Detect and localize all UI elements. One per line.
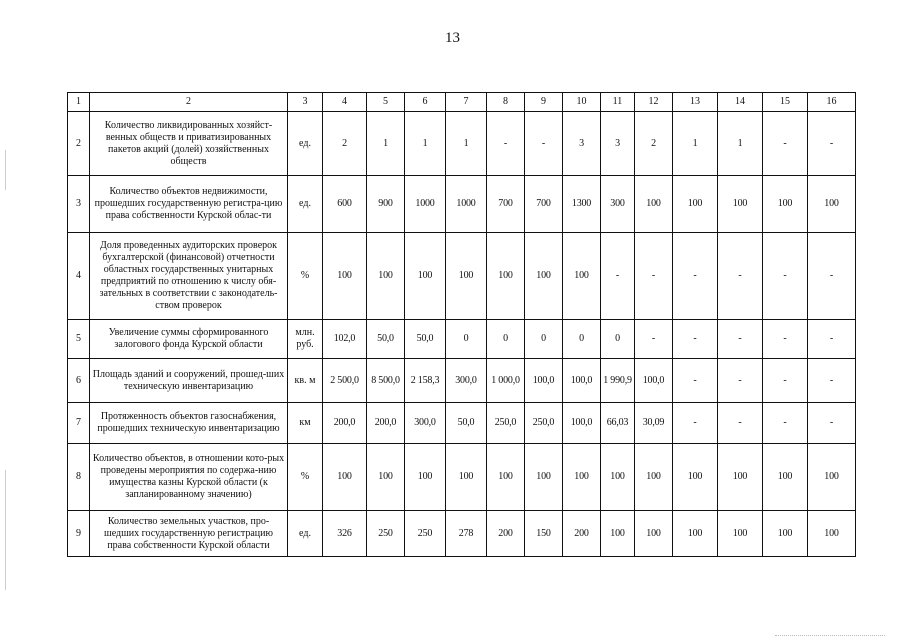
header-cell: 13 (673, 93, 718, 112)
value-cell: 100 (487, 233, 525, 320)
value-cell: 100 (763, 176, 808, 233)
value-cell: 8 500,0 (367, 359, 405, 403)
value-cell: 0 (446, 320, 487, 359)
value-cell: - (763, 320, 808, 359)
value-cell: 100 (635, 444, 673, 511)
value-cell: - (763, 233, 808, 320)
value-cell: - (808, 233, 856, 320)
value-cell: 2 (635, 112, 673, 176)
value-cell: 250 (367, 511, 405, 557)
value-cell: 100 (367, 444, 405, 511)
value-cell: 600 (323, 176, 367, 233)
value-cell: 0 (487, 320, 525, 359)
value-cell: 100 (601, 511, 635, 557)
value-cell: 3 (563, 112, 601, 176)
value-cell: - (525, 112, 563, 176)
value-cell: 100 (718, 444, 763, 511)
value-cell: - (635, 320, 673, 359)
value-cell: 250,0 (487, 403, 525, 444)
value-cell: 100 (808, 511, 856, 557)
value-cell: 250,0 (525, 403, 563, 444)
header-cell: 16 (808, 93, 856, 112)
value-cell: 1 (718, 112, 763, 176)
value-cell: 700 (525, 176, 563, 233)
value-cell: 100 (525, 233, 563, 320)
unit-cell: млн. руб. (288, 320, 323, 359)
value-cell: 1300 (563, 176, 601, 233)
header-cell: 10 (563, 93, 601, 112)
value-cell: - (601, 233, 635, 320)
value-cell: 300,0 (405, 403, 446, 444)
value-cell: 1 (405, 112, 446, 176)
value-cell: 300 (601, 176, 635, 233)
value-cell: 100 (446, 444, 487, 511)
header-cell: 14 (718, 93, 763, 112)
scan-edge-mark (5, 470, 6, 590)
value-cell: 102,0 (323, 320, 367, 359)
row-number-cell: 6 (68, 359, 90, 403)
value-cell: 100,0 (635, 359, 673, 403)
value-cell: - (673, 359, 718, 403)
value-cell: 100 (405, 444, 446, 511)
value-cell: 200 (563, 511, 601, 557)
scan-edge-mark (5, 150, 6, 190)
indicator-name-cell: Протяженность объектов газоснабжения, прошедших техническую инвентаризацию (90, 403, 288, 444)
value-cell: 100 (563, 233, 601, 320)
value-cell: 100 (673, 176, 718, 233)
value-cell: 1000 (446, 176, 487, 233)
value-cell: 100 (673, 511, 718, 557)
value-cell: 100 (601, 444, 635, 511)
header-cell: 7 (446, 93, 487, 112)
table-row (68, 320, 856, 359)
value-cell: 700 (487, 176, 525, 233)
value-cell: 300,0 (446, 359, 487, 403)
value-cell: 0 (601, 320, 635, 359)
value-cell: 1000 (405, 176, 446, 233)
value-cell: 100 (635, 511, 673, 557)
indicator-name-cell: Количество земельных участков, про-шедших государственную регистрацию права собственности Курской области (90, 511, 288, 557)
value-cell: 1 000,0 (487, 359, 525, 403)
header-cell: 2 (90, 93, 288, 112)
value-cell: 100 (763, 511, 808, 557)
value-cell: 100 (446, 233, 487, 320)
value-cell: 2 (323, 112, 367, 176)
unit-cell: ед. (288, 176, 323, 233)
indicator-name-cell: Доля проведенных аудиторских проверок бухгалтерской (финансовой) отчетности областных государственных унитарных предприятий по отношению к числу обя-зательных в соответствии с законодатель-ством проверок (90, 233, 288, 320)
value-cell: - (673, 403, 718, 444)
value-cell: - (808, 320, 856, 359)
header-cell: 3 (288, 93, 323, 112)
page-number: 13 (445, 30, 460, 46)
row-number-cell: 3 (68, 176, 90, 233)
value-cell: 100 (808, 176, 856, 233)
value-cell: 2 500,0 (323, 359, 367, 403)
value-cell: 50,0 (405, 320, 446, 359)
value-cell: 2 158,3 (405, 359, 446, 403)
value-cell: - (763, 112, 808, 176)
value-cell: 50,0 (446, 403, 487, 444)
value-cell: 0 (525, 320, 563, 359)
value-cell: 150 (525, 511, 563, 557)
value-cell: 250 (405, 511, 446, 557)
value-cell: 100,0 (563, 403, 601, 444)
value-cell: 100 (718, 511, 763, 557)
value-cell: 100 (635, 176, 673, 233)
value-cell: 100,0 (563, 359, 601, 403)
indicator-name-cell: Площадь зданий и сооружений, прошед-ших техническую инвентаризацию (90, 359, 288, 403)
value-cell: 30,09 (635, 403, 673, 444)
value-cell: 50,0 (367, 320, 405, 359)
header-cell: 5 (367, 93, 405, 112)
header-cell: 8 (487, 93, 525, 112)
value-cell: 278 (446, 511, 487, 557)
value-cell: - (763, 359, 808, 403)
value-cell: - (718, 320, 763, 359)
value-cell: 100 (323, 444, 367, 511)
value-cell: - (487, 112, 525, 176)
indicator-name-cell: Количество ликвидированных хозяйст-венных обществ и приватизированных пакетов акций (долей) хозяйственных обществ (90, 112, 288, 176)
table-row (68, 444, 856, 511)
value-cell: - (718, 403, 763, 444)
value-cell: 200,0 (367, 403, 405, 444)
table-header-row (68, 93, 856, 112)
value-cell: 100 (487, 444, 525, 511)
value-cell: 66,03 (601, 403, 635, 444)
unit-cell: % (288, 444, 323, 511)
header-cell: 1 (68, 93, 90, 112)
value-cell: 326 (323, 511, 367, 557)
unit-cell: км (288, 403, 323, 444)
value-cell: 100 (323, 233, 367, 320)
unit-cell: кв. м (288, 359, 323, 403)
value-cell: - (763, 403, 808, 444)
value-cell: - (635, 233, 673, 320)
indicator-name-cell: Количество объектов, в отношении кото-рых проведены мероприятия по содержа-нию имущества казны Курской области (к запланированному значению) (90, 444, 288, 511)
row-number-cell: 2 (68, 112, 90, 176)
value-cell: 1 990,9 (601, 359, 635, 403)
value-cell: 100 (673, 444, 718, 511)
table-row (68, 176, 856, 233)
value-cell: 900 (367, 176, 405, 233)
indicator-name-cell: Количество объектов недвижимости, прошедших государственную регистра-цию права собственности Курской облас-ти (90, 176, 288, 233)
value-cell: - (673, 320, 718, 359)
value-cell: 1 (446, 112, 487, 176)
unit-cell: % (288, 233, 323, 320)
header-cell: 12 (635, 93, 673, 112)
value-cell: 100 (525, 444, 563, 511)
header-cell: 9 (525, 93, 563, 112)
table-row (68, 112, 856, 176)
value-cell: - (808, 359, 856, 403)
table-row (68, 511, 856, 557)
value-cell: - (808, 403, 856, 444)
row-number-cell: 9 (68, 511, 90, 557)
value-cell: - (808, 112, 856, 176)
value-cell: 100 (563, 444, 601, 511)
value-cell: - (673, 233, 718, 320)
value-cell: 1 (673, 112, 718, 176)
indicators-table (67, 92, 856, 557)
row-number-cell: 4 (68, 233, 90, 320)
scan-footer-mark (775, 633, 885, 636)
value-cell: 200,0 (323, 403, 367, 444)
value-cell: 0 (563, 320, 601, 359)
value-cell: 100 (763, 444, 808, 511)
row-number-cell: 8 (68, 444, 90, 511)
unit-cell: ед. (288, 112, 323, 176)
indicator-name-cell: Увеличение суммы сформированного залогового фонда Курской области (90, 320, 288, 359)
value-cell: - (718, 359, 763, 403)
unit-cell: ед. (288, 511, 323, 557)
value-cell: - (718, 233, 763, 320)
value-cell: 100 (367, 233, 405, 320)
row-number-cell: 5 (68, 320, 90, 359)
row-number-cell: 7 (68, 403, 90, 444)
value-cell: 100,0 (525, 359, 563, 403)
header-cell: 6 (405, 93, 446, 112)
table-row (68, 233, 856, 320)
value-cell: 3 (601, 112, 635, 176)
header-cell: 11 (601, 93, 635, 112)
table-row (68, 359, 856, 403)
header-cell: 4 (323, 93, 367, 112)
value-cell: 100 (718, 176, 763, 233)
value-cell: 100 (808, 444, 856, 511)
value-cell: 1 (367, 112, 405, 176)
table-row (68, 403, 856, 444)
value-cell: 200 (487, 511, 525, 557)
value-cell: 100 (405, 233, 446, 320)
header-cell: 15 (763, 93, 808, 112)
